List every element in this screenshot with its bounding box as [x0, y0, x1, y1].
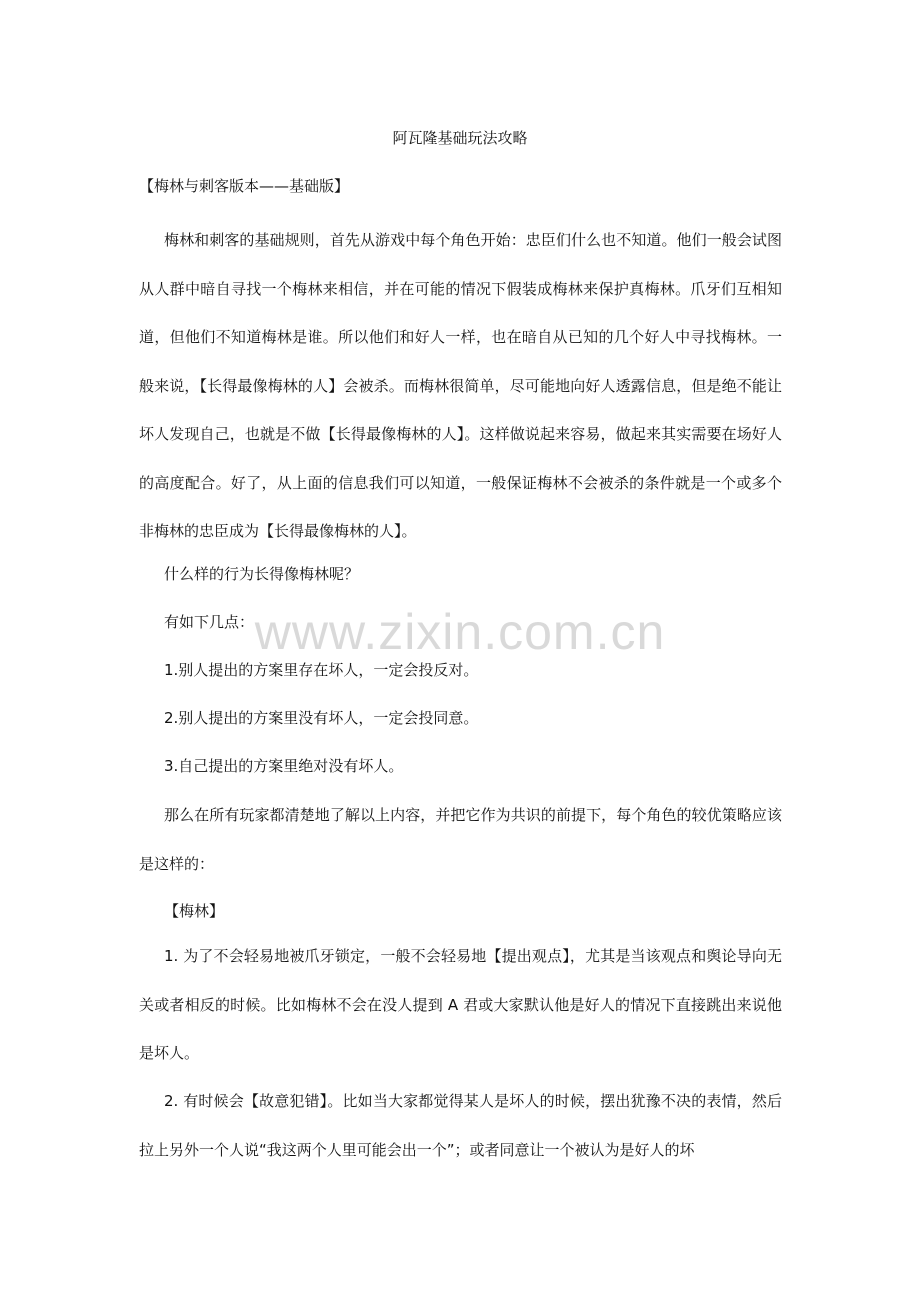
merlin-tip-1: 1. 为了不会轻易地被爪牙锁定，一般不会轻易地【提出观点】，尤其是当该观点和舆论导向无关或者相反的时候。比如梅林不会在没人提到 A 君或大家默认他是好人的情况下直接跳出来说他是坏人。	[139, 947, 782, 1062]
strategy-paragraph: 那么在所有玩家都清楚地了解以上内容，并把它作为共识的前提下，每个角色的较优策略应该是这样的：	[139, 806, 782, 873]
document-title: 阿瓦隆基础玩法攻略	[392, 129, 528, 147]
list-item: 3.自己提出的方案里绝对没有坏人。	[164, 757, 404, 775]
points-intro: 有如下几点：	[164, 613, 255, 631]
intro-paragraph: 梅林和刺客的基础规则，首先从游戏中每个角色开始：忠臣们什么也不知道。他们一般会试图从人群中暗自寻找一个梅林来相信，并在可能的情况下假装成梅林来保护真梅林。爪牙们互相知道，但他们不知道梅林是谁。所以他们和好人一样，也在暗自从已知的几个好人中寻找梅林。一般来说，【长得最像梅林的人】会被杀。而梅林很简单，尽可能地向好人透露信息，但是绝不能让坏人发现自己，也就是不做【长得最像梅林的人】。这样做说起来容易，做起来其实需要在场好人的高度配合。好了，从上面的信息我们可以知道，一般保证梅林不会被杀的条件就是一个或多个非梅林的忠臣成为【长得最像梅林的人】。	[139, 231, 782, 540]
merlin-heading: 【梅林】	[164, 902, 225, 920]
watermark: www.zixin.com.cn	[254, 604, 666, 660]
section-heading: 【梅林与刺客版本——基础版】	[139, 177, 350, 195]
list-item: 1.别人提出的方案里存在坏人，一定会投反对。	[164, 661, 479, 679]
question-line: 什么样的行为长得像梅林呢？	[164, 565, 360, 583]
merlin-tip-2: 2. 有时候会【故意犯错】。比如当大家都觉得某人是坏人的时候，摆出犹豫不决的表情，然后拉上另外一个人说“我这两个人里可能会出一个”；或者同意让一个被认为是好人的坏	[139, 1092, 782, 1159]
list-item: 2.别人提出的方案里没有坏人，一定会投同意。	[164, 709, 479, 727]
